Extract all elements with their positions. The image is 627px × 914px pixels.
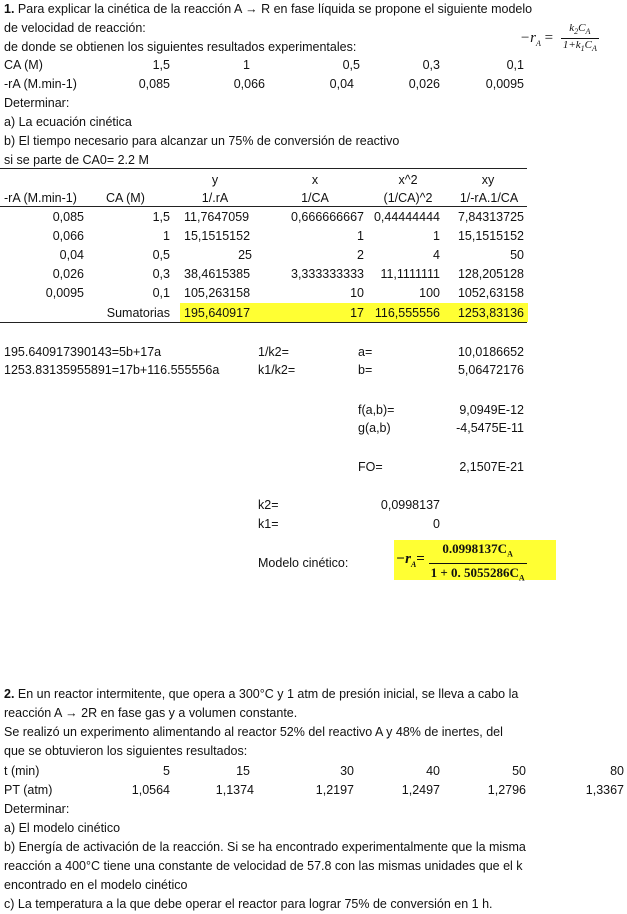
inv-k2-label: 1/k2= (258, 345, 289, 359)
ca-value: 1 (243, 58, 250, 72)
t-value: 30 (340, 764, 354, 778)
k1-result-label: k1= (258, 517, 279, 531)
ca-value: 1,5 (152, 58, 170, 72)
ra-label: -rA (M.min-1) (4, 77, 77, 91)
a-label: a= (358, 345, 373, 359)
sum-y: 195,640917 (184, 306, 251, 320)
header-x: x (311, 173, 319, 187)
problem-2-line-1 (4, 686, 518, 702)
ra-value: 0,026 (408, 77, 440, 91)
pt-value: 1,2796 (487, 783, 526, 797)
gab-label: g(a,b) (358, 421, 391, 435)
problem-1-number: 1. (4, 2, 15, 16)
ca-value: 0,5 (342, 58, 360, 72)
k2-result-label: k2= (258, 498, 279, 512)
question-2b-cont: reacción a 400°C tiene una constante de velocidad de 57.8 con las mismas unidades que el k (4, 859, 523, 873)
header-inv-ca-sq: (1/CA)^2 (383, 191, 433, 205)
question-2c: c) La temperatura a la que debe operar el reactor para lograr 75% de conversión en 1 h. (4, 897, 493, 911)
ra-value: 0,0095 (485, 77, 524, 91)
ra-value: 0,085 (138, 77, 170, 91)
ra-value: 0,04 (329, 77, 354, 91)
problem-2-line-3: Se realizó un experimento alimentando al reactor 52% del reactivo A y 48% de inertes, del (4, 725, 503, 739)
pt-value: 1,3367 (585, 783, 624, 797)
header-xy: xy (481, 173, 495, 187)
header-product: 1/-rA.1/CA (459, 191, 519, 205)
modelo-label: Modelo cinético: (258, 556, 349, 570)
t-value: 5 (163, 764, 170, 778)
problem-2-line-2: reacción A → 2R en fase gas y a volumen constante. (4, 706, 298, 720)
kinetic-model-formula: $-r_A=$ $\frac{0.0998137C_A}{1 + 0. 5055286C_A}$ (396, 541, 525, 583)
question-2a: a) El modelo cinético (4, 821, 121, 835)
b-value: 5,06472176 (457, 363, 524, 377)
table-top-rule (0, 168, 527, 169)
b-label: b= (358, 363, 373, 377)
fo-value: 2,1507E-21 (459, 460, 524, 474)
sum-x2: 116,555556 (374, 306, 440, 320)
header-x2: x^2 (398, 173, 418, 187)
question-2b-cont-2: encontrado en el modelo cinético (4, 878, 188, 892)
determinar-2: Determinar: (4, 802, 70, 816)
pt-value: 1,2197 (315, 783, 354, 797)
a-value: 10,0186652 (457, 345, 524, 359)
sum-x: 17 (350, 306, 364, 320)
problem-1-line-2: de velocidad de reacción: (4, 21, 146, 35)
t-value: 50 (512, 764, 526, 778)
fab-label: f(a,b)= (358, 403, 395, 417)
problem-1-line-1 (4, 1, 532, 17)
pt-value: 1,2497 (401, 783, 440, 797)
ca-value: 0,1 (506, 58, 524, 72)
header-inv-ca: 1/CA (301, 191, 329, 205)
problem-1-intro: Para explicar la cinética de la reacción A → R en fase líquida se propone el siguiente modelo (14, 2, 533, 16)
t-value: 40 (426, 764, 440, 778)
ra-value: 0,066 (233, 77, 265, 91)
table-bottom-rule (0, 322, 527, 323)
header-y: y (211, 173, 219, 187)
question-1b: b) El tiempo necesario para alcanzar un 75% de conversión de reactivo (4, 134, 400, 148)
gab-value: -4,5475E-11 (456, 421, 524, 435)
pt-value: 1,0564 (131, 783, 170, 797)
k1-k2-label: k1/k2= (258, 363, 296, 377)
ca-value: 0,3 (422, 58, 440, 72)
problem-1-line-3: de donde se obtienen los siguientes resultados experimentales: (4, 40, 357, 54)
question-1a: a) La ecuación cinética (4, 115, 132, 129)
t-value: 80 (610, 764, 624, 778)
pt-value: 1,1374 (215, 783, 254, 797)
question-2b: b) Energía de activación de la reacción. Si se ha encontrado experimentalmente que la misma (4, 840, 526, 854)
header-ra: -rA (M.min-1) (4, 191, 77, 205)
k2-result-value: 0,0998137 (380, 498, 440, 512)
sum-xy: 1253,83136 (457, 306, 524, 320)
t-value: 15 (236, 764, 250, 778)
equation-2: 1253.83135955891=17b+116.555556a (4, 363, 220, 377)
header-inv-ra: 1/.rA (201, 191, 229, 205)
equation-1: 195.640917390143=5b+17a (4, 345, 162, 359)
rate-model-formula: $-r_A$ = $\frac{k_2C_A}{1+k_1C_A}$ (520, 22, 597, 54)
ca-label: CA (M) (4, 58, 43, 72)
t-label: t (min) (4, 764, 40, 778)
header-ca: CA (M) (106, 191, 145, 205)
determinar-1: Determinar: (4, 96, 70, 110)
problem-2-number: 2. (4, 687, 15, 701)
sums-label: Sumatorias (106, 306, 170, 320)
fo-label: FO= (358, 460, 383, 474)
fab-value: 9,0949E-12 (459, 403, 524, 417)
k1-result-value: 0 (433, 517, 440, 531)
problem-2-intro: En un reactor intermitente, que opera a 300°C y 1 atm de presión inicial, se lleva a cabo la (14, 687, 519, 701)
question-1b-cont: si se parte de CA0= 2.2 M (4, 153, 149, 167)
table-header-rule (0, 206, 527, 207)
problem-2-line-4: que se obtuvieron los siguientes resultados: (4, 744, 248, 758)
pt-label: PT (atm) (4, 783, 53, 797)
